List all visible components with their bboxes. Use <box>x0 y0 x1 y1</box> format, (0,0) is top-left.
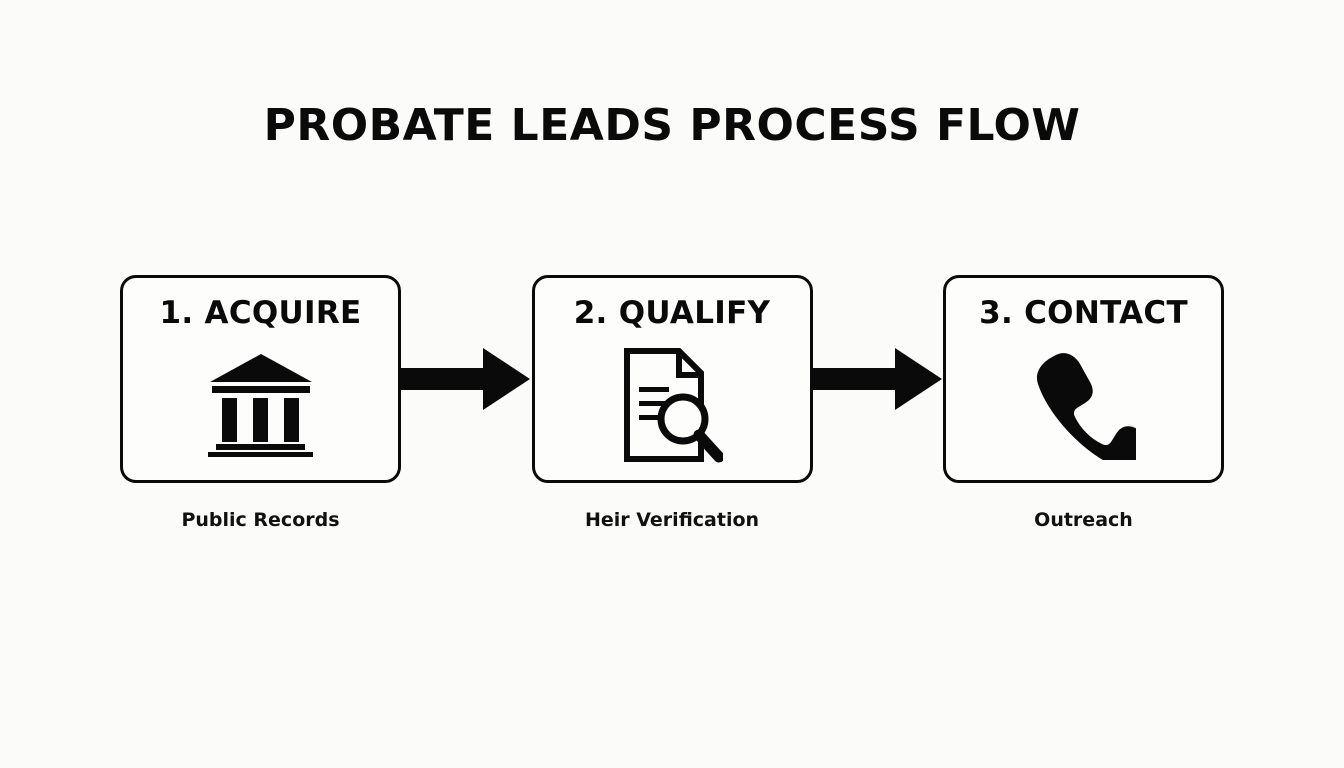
bank-building-icon <box>123 329 398 480</box>
process-step-qualify <box>532 275 813 531</box>
step-card[interactable] <box>532 275 813 483</box>
step-title: 1. ACQUIRE <box>159 295 362 331</box>
arrow-right-icon <box>813 275 943 483</box>
step-caption: Heir Verification <box>584 509 760 531</box>
step-caption: Outreach <box>1034 509 1133 531</box>
step-card[interactable] <box>943 275 1224 483</box>
step-card[interactable] <box>120 275 401 483</box>
document-magnifier-icon <box>535 329 810 480</box>
step-caption: Public Records <box>181 509 340 531</box>
process-flow <box>120 275 1224 531</box>
step-title: 2. QUALIFY <box>573 295 771 331</box>
step-title: 3. CONTACT <box>979 295 1188 331</box>
page-title: PROBATE LEADS PROCESS FLOW <box>263 100 1081 151</box>
arrow-right-icon <box>401 275 531 483</box>
telephone-handset-icon <box>946 329 1221 480</box>
process-step-contact <box>943 275 1224 531</box>
process-step-acquire <box>120 275 401 531</box>
